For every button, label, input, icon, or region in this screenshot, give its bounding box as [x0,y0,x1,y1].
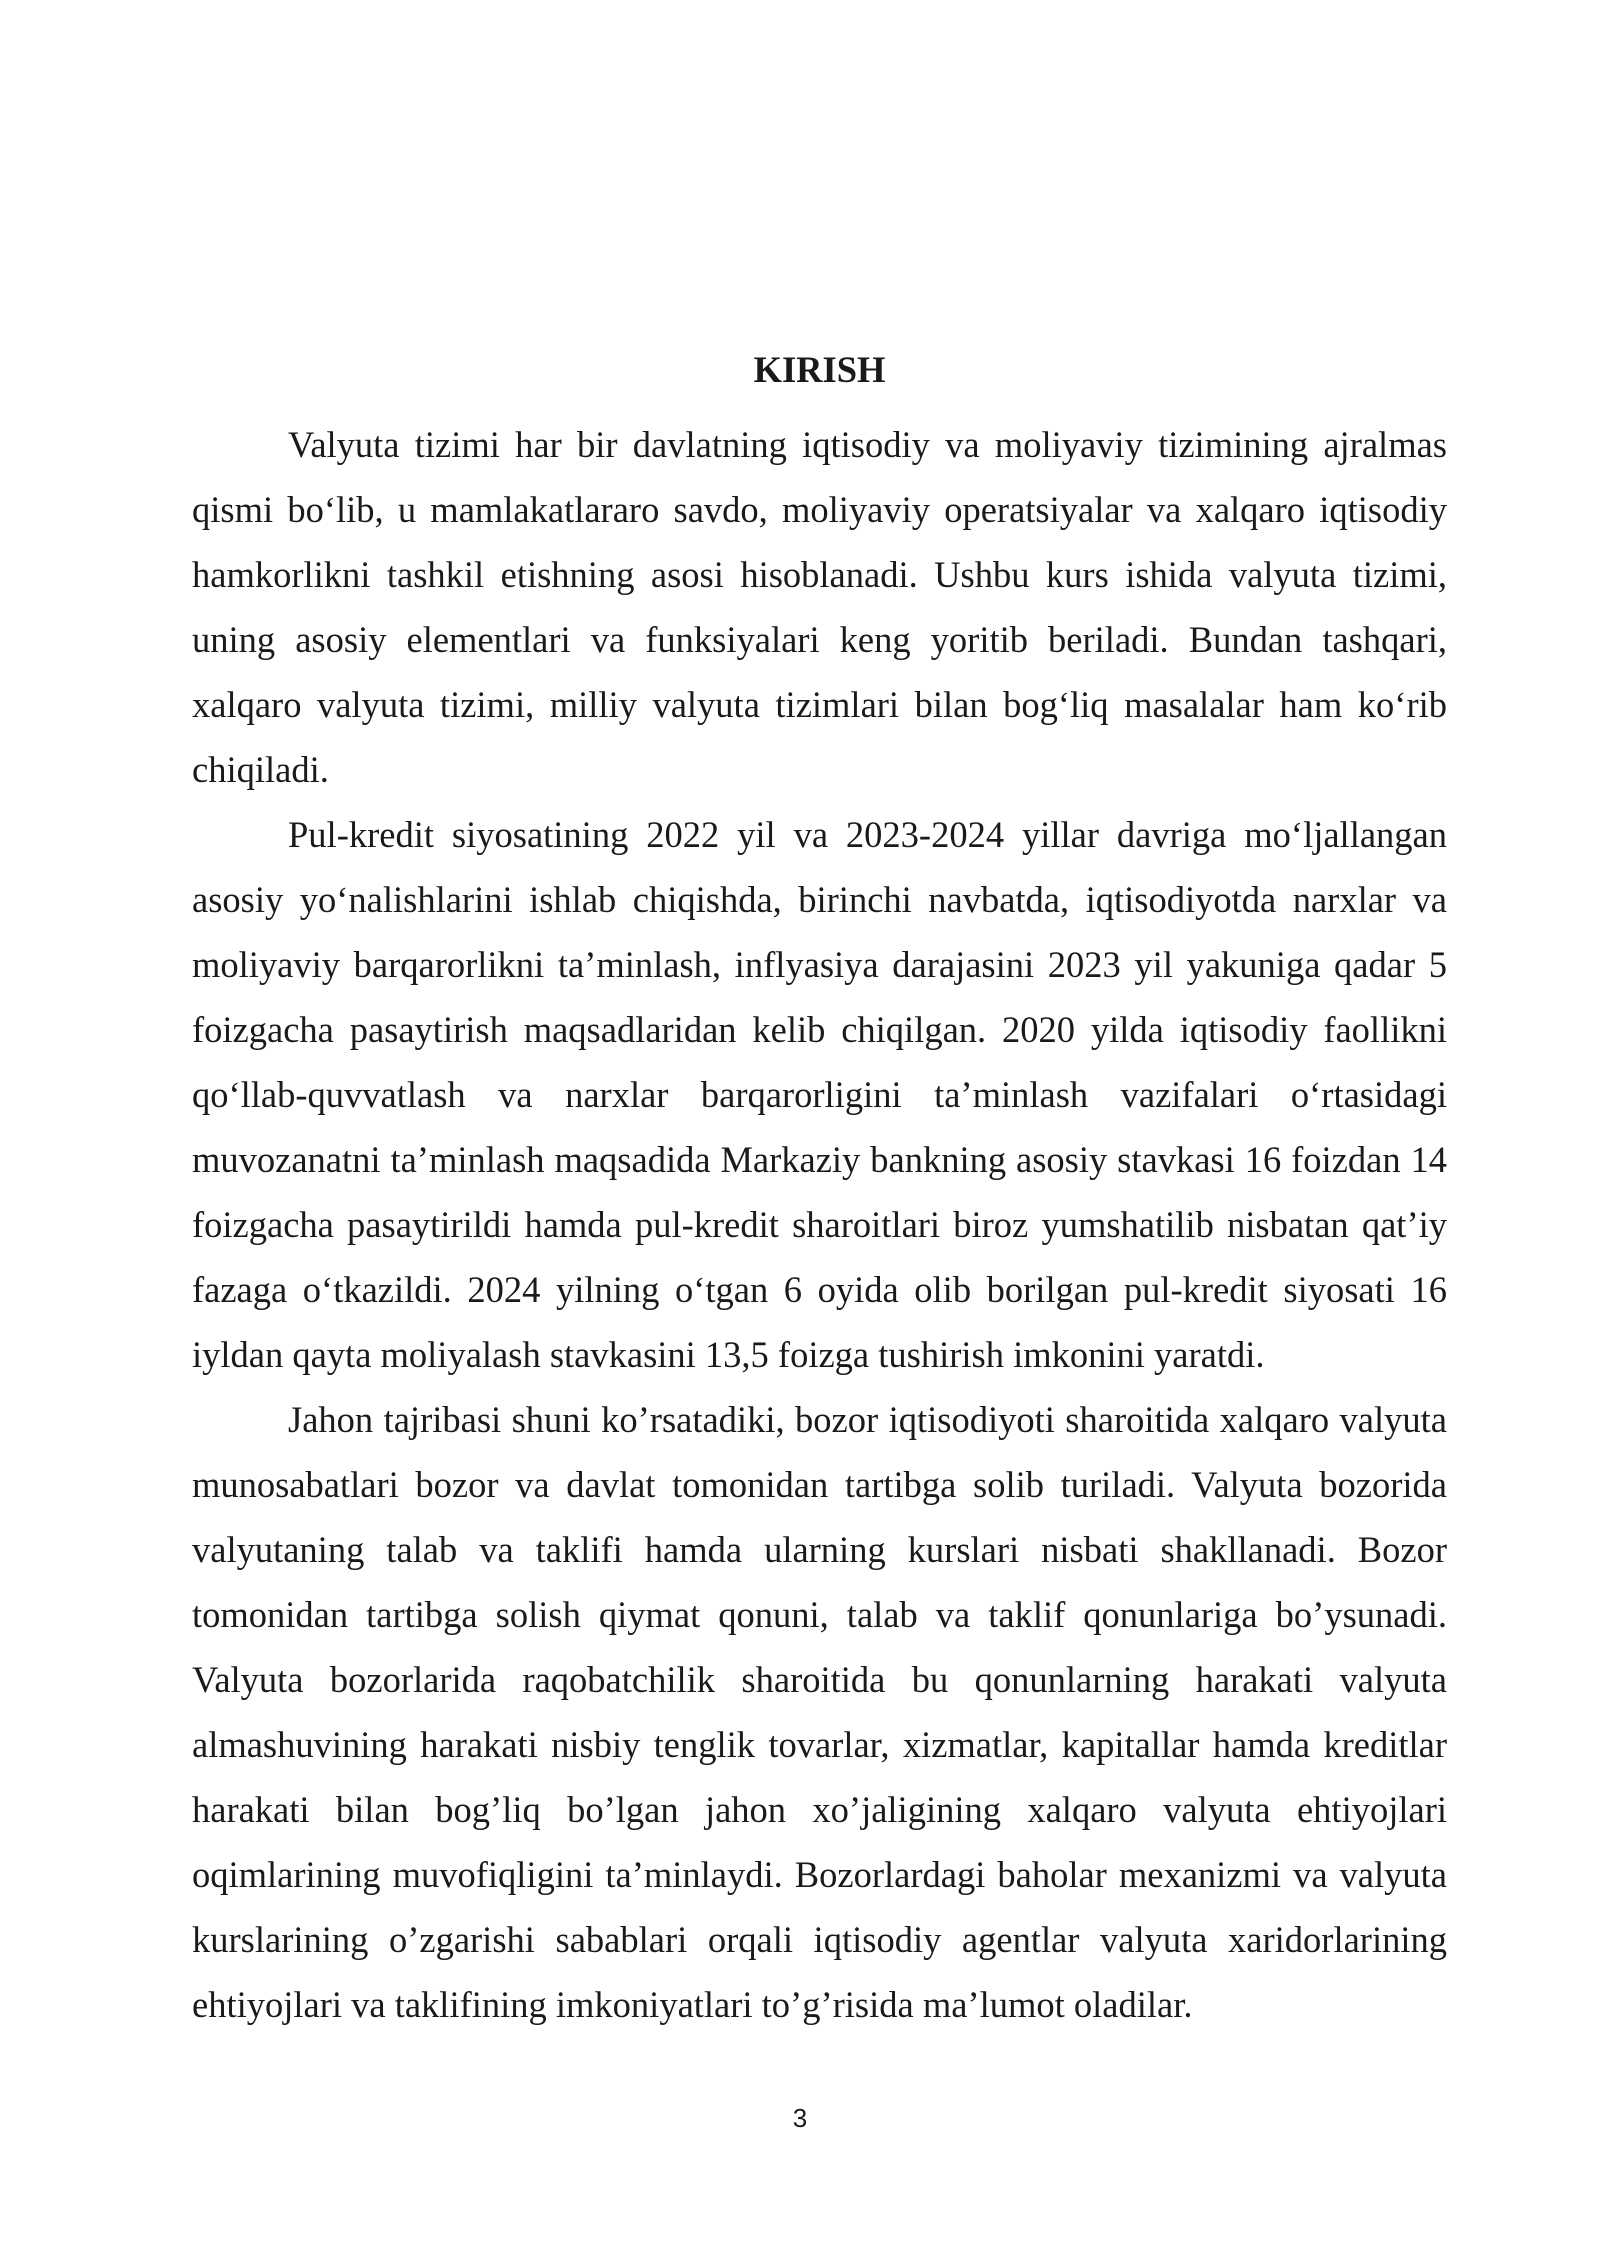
document-body [192,348,1447,2037]
paragraph-1: Valyuta tizimi har bir davlatning iqtisodiy va moliyaviy tizimining ajralmas qismi bo‘lib, u mamlakatlararo savdo, moliyaviy operatsiyalar va xalqaro iqtisodiy hamkorlikni tashkil etishning asosi hisoblanadi. Ushbu kurs ishida valyuta tizimi, uning asosiy elementlari va funksiyalari keng yoritib beriladi. Bundan tashqari, xalqaro valyuta tizimi, milliy valyuta tizimlari bilan bog‘liq masalalar ham ko‘rib chiqiladi. [192,424,1447,790]
section-title: KIRISH [753,349,886,390]
paragraph-3: Jahon tajribasi shuni ko’rsatadiki, bozor iqtisodiyoti sharoitida xalqaro valyuta munosabatlari bozor va davlat tomonidan tartibga solib turiladi. Valyuta bozorida valyutaning talab va taklifi hamda ularning kurslari nisbati shakllanadi. Bozor tomonidan tartibga solish qiymat qonuni, talab va taklif qonunlariga bo’ysunadi. Valyuta bozorlarida raqobatchilik sharoitida bu qonunlarning harakati valyuta almashuvining harakati nisbiy tenglik tovarlar, xizmatlar, kapitallar hamda kreditlar harakati bilan bog’liq bo’lgan jahon xo’jaligining xalqaro valyuta ehtiyojlari oqimlarining muvofiqligini ta’minlaydi. Bozorlardagi baholar mexanizmi va valyuta kurslarining o’zgarishi sabablari orqali iqtisodiy agentlar valyuta xaridorlarining ehtiyojlari va taklifining imkoniyatlari to’g’risida ma’lumot oladilar. [192,1399,1447,2025]
page-number: 3 [792,2103,808,2133]
paragraph-2: Pul-kredit siyosatining 2022 yil va 2023-2024 yillar davriga mo‘ljallangan asosiy yo‘nalishlarini ishlab chiqishda, birinchi navbatda, iqtisodiyotda narxlar va moliyaviy barqarorlikni ta’minlash, inflyasiya darajasini 2023 yil yakuniga qadar 5 foizgacha pasaytirish maqsadlaridan kelib chiqilgan. 2020 yilda iqtisodiy faollikni qo‘llab-quvvatlash va narxlar barqarorligini ta’minlash vazifalari o‘rtasidagi muvozanatni ta’minlash maqsadida Markaziy bankning asosiy stavkasi 16 foizdan 14 foizgacha pasaytirildi hamda pul-kredit sharoitlari biroz yumshatilib nisbatan qat’iy fazaga o‘tkazildi. 2024 yilning o‘tgan 6 oyida olib borilgan pul-kredit siyosati 16 iyldan qayta moliyalash stavkasini 13,5 foizga tushirish imkonini yaratdi. [192,814,1447,1375]
